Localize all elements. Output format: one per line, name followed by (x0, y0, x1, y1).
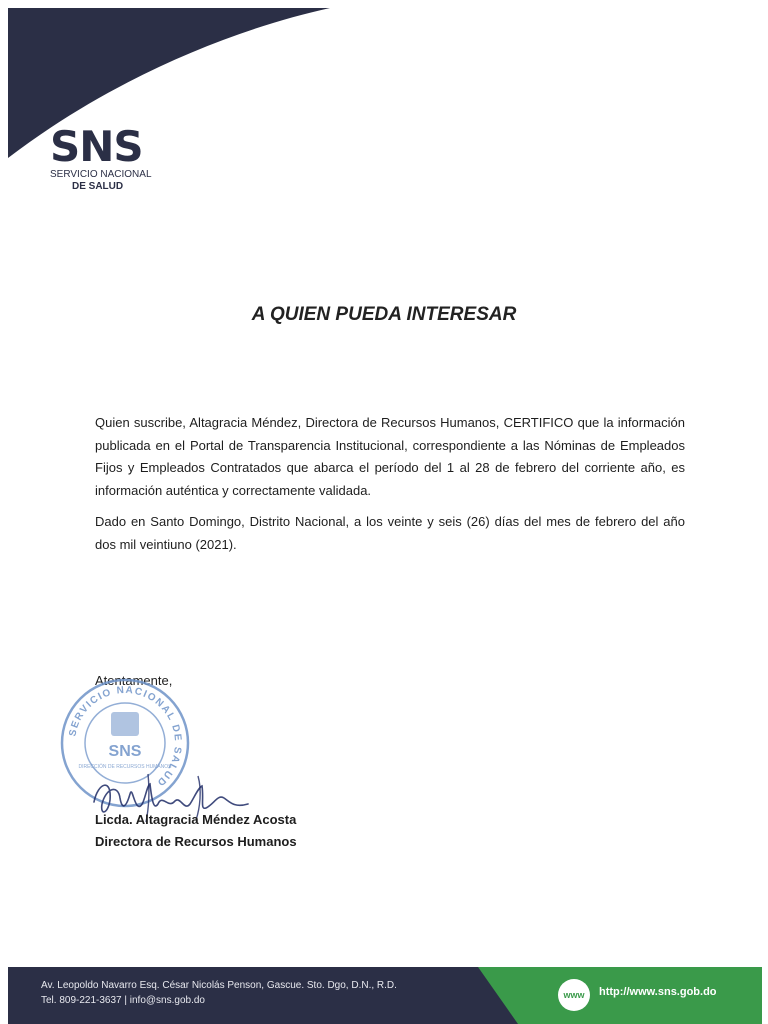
footer-band (8, 967, 762, 1024)
footer-website-link[interactable]: http://www.sns.gob.do (599, 986, 717, 998)
web-icon: www (558, 979, 590, 1011)
signer-role: Directora de Recursos Humanos (95, 834, 297, 849)
closing-salutation: Atentamente, (95, 673, 173, 688)
sns-logo (50, 122, 152, 192)
logo-subtitle-line2: DE SALUD (72, 181, 124, 192)
certification-paragraph: Quien suscribe, Altagracia Méndez, Directora de Recursos Humanos, CERTIFICO que la información publicada en el Portal de Transparencia Institucional, correspondiente a las Nóminas de Empleados Fijos y Empleados Contratados que abarca el período del 1 al 28 de febrero del corriente año, es información auténtica y correctamente validada. (95, 415, 685, 498)
date-paragraph: Dado en Santo Domingo, Distrito Nacional, a los veinte y seis (26) días del mes de febrero del año dos mil veintiuno (2021). (95, 514, 685, 552)
logo-subtitle-line1: SERVICIO NACIONAL (50, 169, 152, 180)
svg-text:DIRECCIÓN DE RECURSOS HUMANOS: DIRECCIÓN DE RECURSOS HUMANOS (78, 764, 172, 770)
footer-address (41, 978, 397, 1008)
svg-text:SERVICIO NACIONAL DE SALUD: SERVICIO NACIONAL DE SALUD (67, 684, 184, 789)
document-title: A QUIEN PUEDA INTERESAR (251, 304, 517, 325)
svg-text:SNS: SNS (108, 743, 142, 760)
signer-name: Licda. Altagracia Méndez Acosta (95, 812, 297, 827)
footer-address-line1: Av. Leopoldo Navarro Esq. César Nicolás Penson, Gascue. Sto. Dgo, D.N., R.D. (41, 980, 397, 991)
logo-wordmark: SNS (50, 122, 143, 171)
footer-address-line2: Tel. 809-221-3637 | info@sns.gob.do (41, 995, 205, 1006)
